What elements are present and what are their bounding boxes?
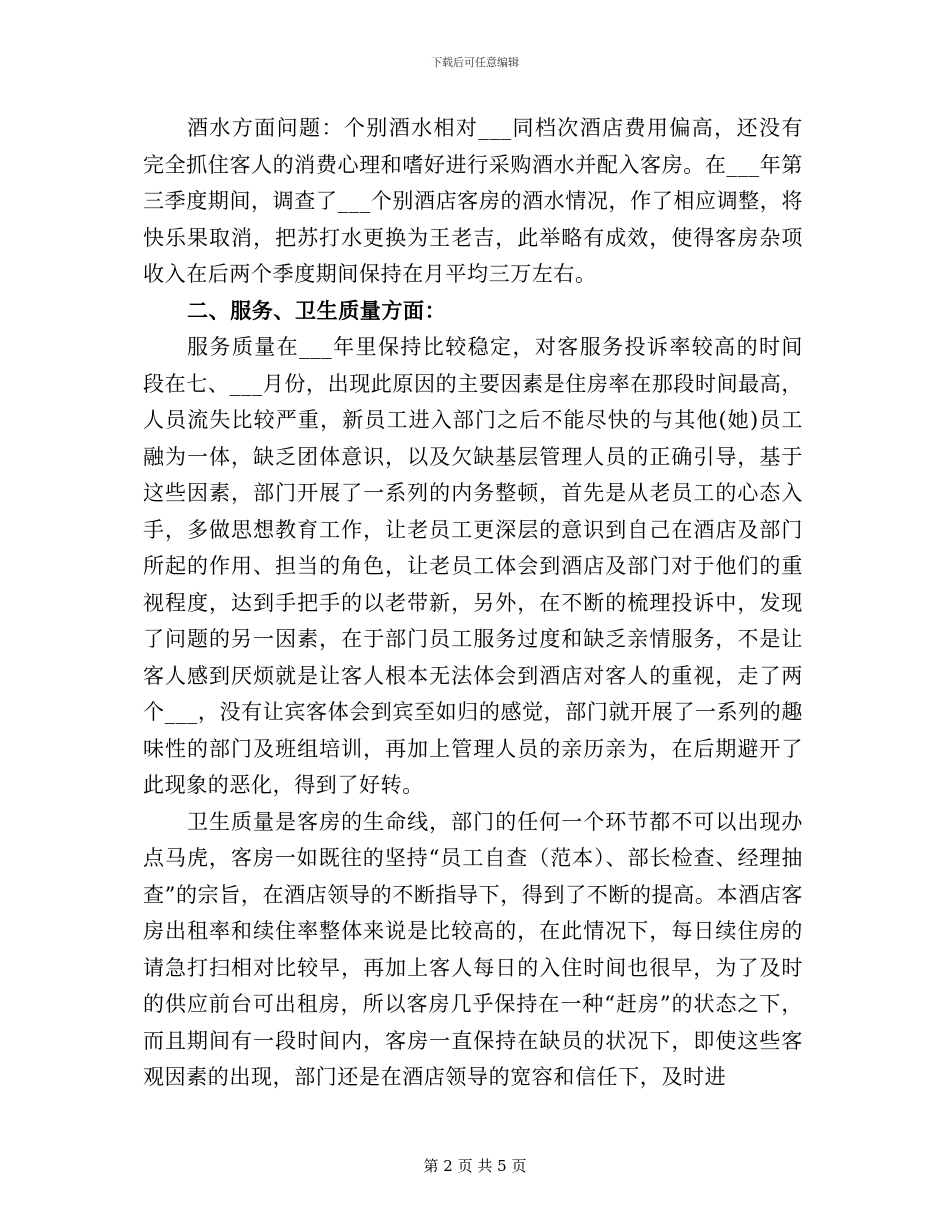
document-body <box>143 110 803 1096</box>
section-heading-service-hygiene: 二、服务、卫生质量方面： <box>187 297 447 323</box>
paragraph-beverage-issue: 酒水方面问题：个别酒水相对___同档次酒店费用偏高，还没有完全抓住客人的消费心理和嗜好进行采购酒水并配入客房。在___年第三季度期间，调查了___个别酒店客房的酒水情况，作了相应调整，将快乐果取消，把苏打水更换为王老吉，此举略有成效，使得客房杂项收入在后两个季度期间保持在月平均三万左右。 <box>143 116 803 286</box>
page-number-footer: 第 2 页 共 5 页 <box>423 1157 527 1175</box>
paragraph-service-quality: 服务质量在___年里保持比较稳定，对客服务投诉率较高的时间段在七、___月份，出现此原因的主要因素是住房率在那段时间最高，人员流失比较严重，新员工进入部门之后不能尽快的与其他(她)员工融为一体，缺乏团体意识，以及欠缺基层管理人员的正确引导，基于这些因素，部门开展了一系列的内务整顿，首先是从老员工的心态入手，多做思想教育工作，让老员工更深层的意识到自己在酒店及部门所起的作用、担当的角色，让老员工体会到酒店及部门对于他们的重视程度，达到手把手的以老带新，另外，在不断的梳理投诉中，发现了问题的另一因素，在于部门员工服务过度和缺乏亲情服务，不是让客人感到厌烦就是让客人根本无法体会到酒店对客人的重视，走了两个___，没有让宾客体会到宾至如归的感觉，部门就开展了一系列的趣味性的部门及班组培训，再加上管理人员的亲历亲为，在后期避开了此现象的恶化，得到了好转。 <box>143 335 803 797</box>
paragraph-hygiene-quality: 卫生质量是客房的生命线，部门的任何一个环节都不可以出现办点马虎，客房一如既往的坚持“员工自查（范本）、部长检查、经理抽查”的宗旨，在酒店领导的不断指导下，得到了不断的提高。本酒店客房出租率和续住率整体来说是比较高的，在此情况下，每日续住房的请急打扫相对比较早，再加上客人每日的入住时间也很早，为了及时的供应前台可出租房，所以客房几乎保持在一种“赶房”的状态之下，而且期间有一段时间内，客房一直保持在缺员的状况下，即使这些客观因素的出现，部门还是在酒店领导的宽容和信任下，及时进 <box>143 809 803 1089</box>
page-header-note: 下载后可任意编辑 <box>431 56 519 69</box>
